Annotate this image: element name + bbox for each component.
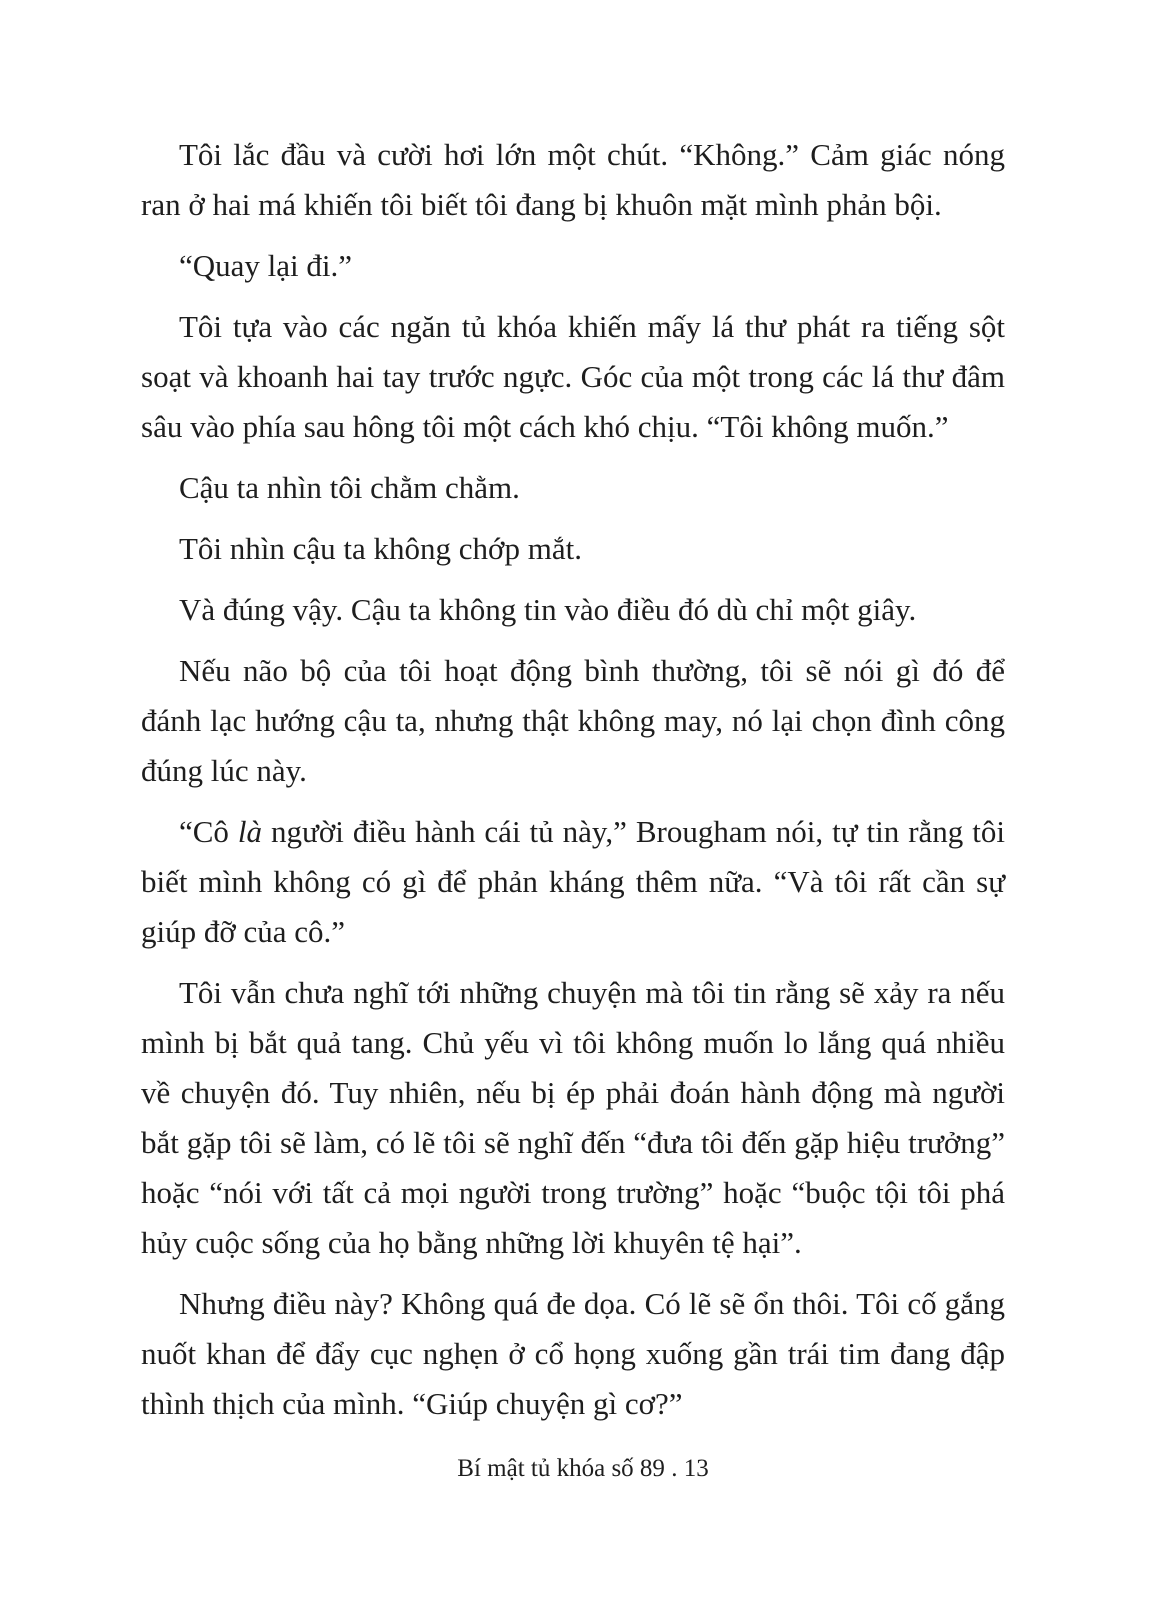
paragraph: Nếu não bộ của tôi hoạt động bình thường, tôi sẽ nói gì đó để đánh lạc hướng cậu ta, nhưng thật không may, nó lại chọn đình công đúng lúc này. <box>141 653 1005 788</box>
footer-page-number: 13 <box>683 1455 709 1482</box>
paragraph: Nhưng điều này? Không quá đe dọa. Có lẽ sẽ ổn thôi. Tôi cố gắng nuốt khan để đẩy cục nghẹn ở cổ họng xuống gần trái tim đang đập thình thịch của mình. “Giúp chuyện gì cơ?” <box>141 1286 1005 1421</box>
footer-book-title: Bí mật tủ khóa số 89 <box>457 1455 665 1482</box>
paragraph: “Quay lại đi.” <box>179 248 353 283</box>
paragraph <box>141 807 1005 957</box>
footer-separator: . <box>664 1455 684 1482</box>
paragraph: Tôi nhìn cậu ta không chớp mắt. <box>179 531 582 566</box>
paragraph-text: “Cô <box>179 814 238 849</box>
paragraph-text: người điều hành cái tủ này,” Brougham nói, tự tin rằng tôi biết mình không có gì để phản kháng thêm nữa. “Và tôi rất cần sự giúp đỡ của cô.” <box>141 814 1005 949</box>
paragraph: Tôi lắc đầu và cười hơi lớn một chút. “Không.” Cảm giác nóng ran ở hai má khiến tôi biết tôi đang bị khuôn mặt mình phản bội. <box>141 137 1005 222</box>
paragraph: Tôi tựa vào các ngăn tủ khóa khiến mấy lá thư phát ra tiếng sột soạt và khoanh hai tay trước ngực. Góc của một trong các lá thư đâm sâu vào phía sau hông tôi một cách khó chịu. “Tôi không muốn.” <box>141 309 1005 444</box>
page-footer <box>0 1452 1166 1486</box>
paragraph: Tôi vẫn chưa nghĩ tới những chuyện mà tôi tin rằng sẽ xảy ra nếu mình bị bắt quả tang. Chủ yếu vì tôi không muốn lo lắng quá nhiều về chuyện đó. Tuy nhiên, nếu bị ép phải đoán hành động mà người bắt gặp tôi sẽ làm, có lẽ tôi sẽ nghĩ đến “đưa tôi đến gặp hiệu trưởng” hoặc “nói với tất cả mọi người trong trường” hoặc “buộc tội tôi phá hủy cuộc sống của họ bằng những lời khuyên tệ hại”. <box>141 975 1005 1260</box>
italic-word: là <box>237 814 263 849</box>
paragraph: Cậu ta nhìn tôi chằm chằm. <box>179 470 520 505</box>
body-text <box>141 130 1005 1440</box>
paragraph: Và đúng vậy. Cậu ta không tin vào điều đó dù chỉ một giây. <box>179 592 917 627</box>
